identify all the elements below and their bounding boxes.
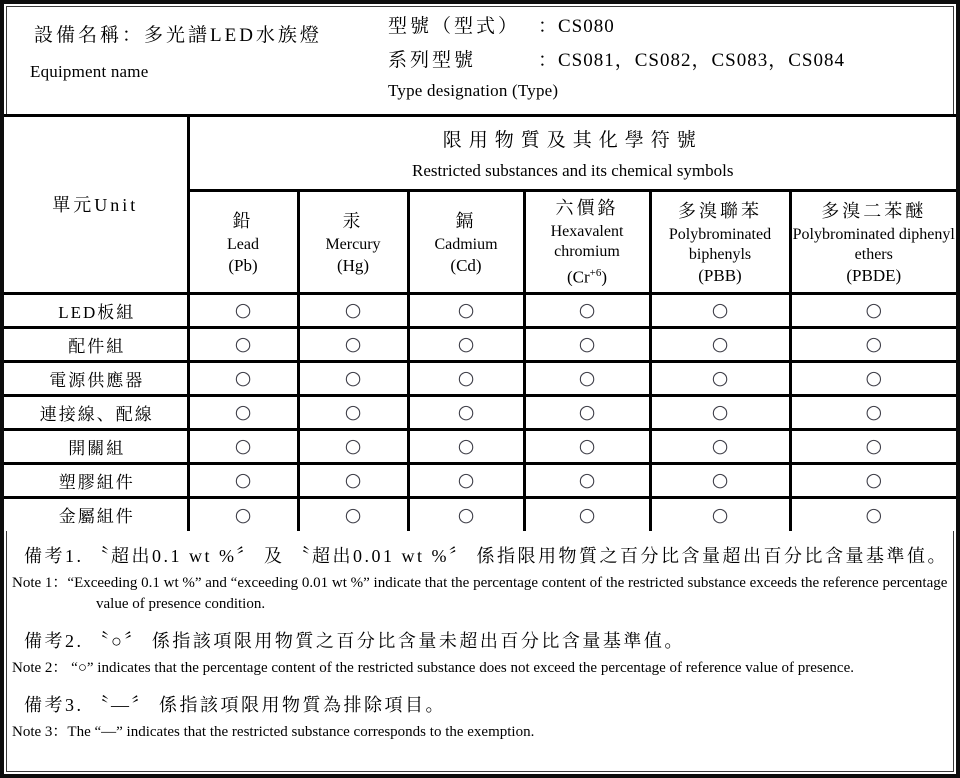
substance-mark: ○: [790, 497, 956, 531]
table-row: [4, 361, 956, 395]
series-number-label: 系列型號: [388, 50, 477, 71]
table-row: [4, 497, 956, 531]
type-designation-label: Type designation (Type): [388, 81, 559, 100]
note-3-en: Note 3：The “—” indicates that the restricted substance corresponds to the exemption.: [12, 724, 535, 740]
column-header-en: Polybrominated biphenyls: [668, 225, 772, 263]
table-row: [4, 463, 956, 497]
substance-mark: ○: [650, 361, 790, 395]
substance-mark: ○: [650, 463, 790, 497]
substance-mark: ○: [524, 497, 650, 531]
note-2-en: Note 2： “○” indicates that the percentage content of the restricted substance does not exceed the percentage of reference value of presence.: [12, 660, 854, 676]
document-header: [4, 4, 956, 117]
model-number-value: ：CS080: [538, 16, 615, 37]
column-header-zh: 鉛: [232, 210, 254, 231]
substance-mark: ○: [524, 463, 650, 497]
unit-cell: 電源供應器: [4, 361, 188, 395]
substance-mark: ○: [790, 327, 956, 361]
note-2-zh: 備考2. 〝○〞 係指該項限用物質之百分比含量未超出百分比含量基準值。: [24, 631, 685, 651]
column-header-symbol: (Hg): [336, 255, 370, 275]
column-header-en: Hexavalent chromium: [550, 223, 624, 261]
group-header-zh: 限用物質及其化學符號: [442, 129, 703, 151]
column-header-symbol: (PBDE): [846, 265, 902, 285]
column-header-symbol: (Cd): [450, 255, 482, 275]
substance-mark: ○: [650, 395, 790, 429]
column-header-zh: 多溴二苯醚: [821, 200, 927, 221]
substance-mark: ○: [524, 395, 650, 429]
model-number-row: [388, 10, 950, 44]
substances-table: [4, 117, 956, 531]
column-header-en: Mercury: [325, 235, 381, 253]
substance-mark: ○: [790, 293, 956, 327]
substance-mark: ○: [408, 361, 524, 395]
substance-mark: ○: [188, 293, 298, 327]
substance-mark: ○: [408, 395, 524, 429]
substance-mark: ○: [188, 361, 298, 395]
unit-cell: 連接線、配線: [4, 395, 188, 429]
type-designation-block: [382, 6, 956, 114]
column-header-lead: [188, 190, 298, 293]
group-header-en: Restricted substances and its chemical symbols: [411, 160, 734, 180]
note-3: [12, 692, 948, 743]
column-header-en: Lead: [227, 235, 259, 253]
note-1: [12, 543, 948, 615]
column-header-hexavalent-chromium: [524, 190, 650, 293]
column-header-pbb: [650, 190, 790, 293]
unit-cell: 配件組: [4, 327, 188, 361]
table-row: [4, 429, 956, 463]
substance-mark: ○: [408, 497, 524, 531]
column-header-mercury: [298, 190, 408, 293]
equipment-name-block: [4, 6, 382, 114]
substance-mark: ○: [298, 395, 408, 429]
substance-mark: ○: [188, 429, 298, 463]
unit-cell: 塑膠組件: [4, 463, 188, 497]
note-3-zh: 備考3. 〝—〞 係指該項限用物質為排除項目。: [24, 695, 446, 715]
substance-mark: ○: [298, 429, 408, 463]
substance-mark: ○: [408, 327, 524, 361]
column-header-en: Polybrominated diphenyl ethers: [792, 225, 955, 263]
table-row: [4, 293, 956, 327]
column-header-zh: 汞: [342, 210, 364, 231]
substance-mark: ○: [298, 463, 408, 497]
note-2: [12, 628, 948, 679]
substance-mark: ○: [408, 429, 524, 463]
series-number-row: [388, 44, 950, 78]
substance-mark: ○: [790, 395, 956, 429]
substance-mark: ○: [650, 327, 790, 361]
column-header-symbol: $(Cr^{+6})$: [566, 267, 608, 287]
equipment-name-zh: 設備名稱：多光譜LED水族燈: [34, 25, 322, 46]
group-header-row: [4, 117, 956, 190]
substance-mark: ○: [188, 463, 298, 497]
substance-mark: ○: [188, 395, 298, 429]
substance-mark: ○: [524, 327, 650, 361]
substance-mark: ○: [298, 497, 408, 531]
substance-mark: ○: [188, 497, 298, 531]
substance-mark: ○: [790, 361, 956, 395]
substance-mark: ○: [524, 429, 650, 463]
column-header-symbol: (Pb): [228, 255, 258, 275]
substance-mark: ○: [650, 429, 790, 463]
substance-mark: ○: [298, 293, 408, 327]
substance-mark: ○: [298, 361, 408, 395]
unit-cell: LED板組: [4, 293, 188, 327]
table-row: [4, 327, 956, 361]
column-header-pbde: [790, 190, 956, 293]
note-1-en: Note 1：“Exceeding 0.1 wt %” and “exceeding 0.01 wt %” indicate that the percentage content of the restricted substance exceeds the reference percentage value of presence condition.: [12, 575, 948, 612]
substance-mark: ○: [790, 429, 956, 463]
column-header-en: Cadmium: [434, 235, 498, 253]
substance-mark: ○: [650, 497, 790, 531]
group-header-cell: [188, 117, 956, 190]
unit-cell: 開關組: [4, 429, 188, 463]
model-number-label: 型號（型式）: [388, 16, 521, 37]
substance-mark: ○: [524, 293, 650, 327]
equipment-name-en: Equipment name: [30, 62, 149, 81]
notes-section: [4, 531, 956, 743]
series-number-value: ：CS081，CS082，CS083，CS084: [538, 50, 845, 71]
column-header-symbol: (PBB): [698, 265, 742, 285]
substance-mark: ○: [298, 327, 408, 361]
note-1-zh: 備考1. 〝超出0.1 wt %〞 及 〝超出0.01 wt %〞 係指限用物質之百分比含量超出百分比含量基準值。: [24, 546, 948, 566]
table-row: [4, 395, 956, 429]
column-header-zh: 多溴聯苯: [678, 200, 762, 221]
unit-cell: 金屬組件: [4, 497, 188, 531]
substance-mark: ○: [408, 463, 524, 497]
substance-mark: ○: [650, 293, 790, 327]
column-header-zh: 六價鉻: [555, 198, 619, 219]
substance-mark: ○: [408, 293, 524, 327]
substance-mark: ○: [188, 327, 298, 361]
substance-mark: ○: [524, 361, 650, 395]
column-header-zh: 鎘: [455, 210, 477, 231]
unit-column-header: 單元Unit: [4, 117, 188, 293]
column-header-cadmium: [408, 190, 524, 293]
substance-mark: ○: [790, 463, 956, 497]
